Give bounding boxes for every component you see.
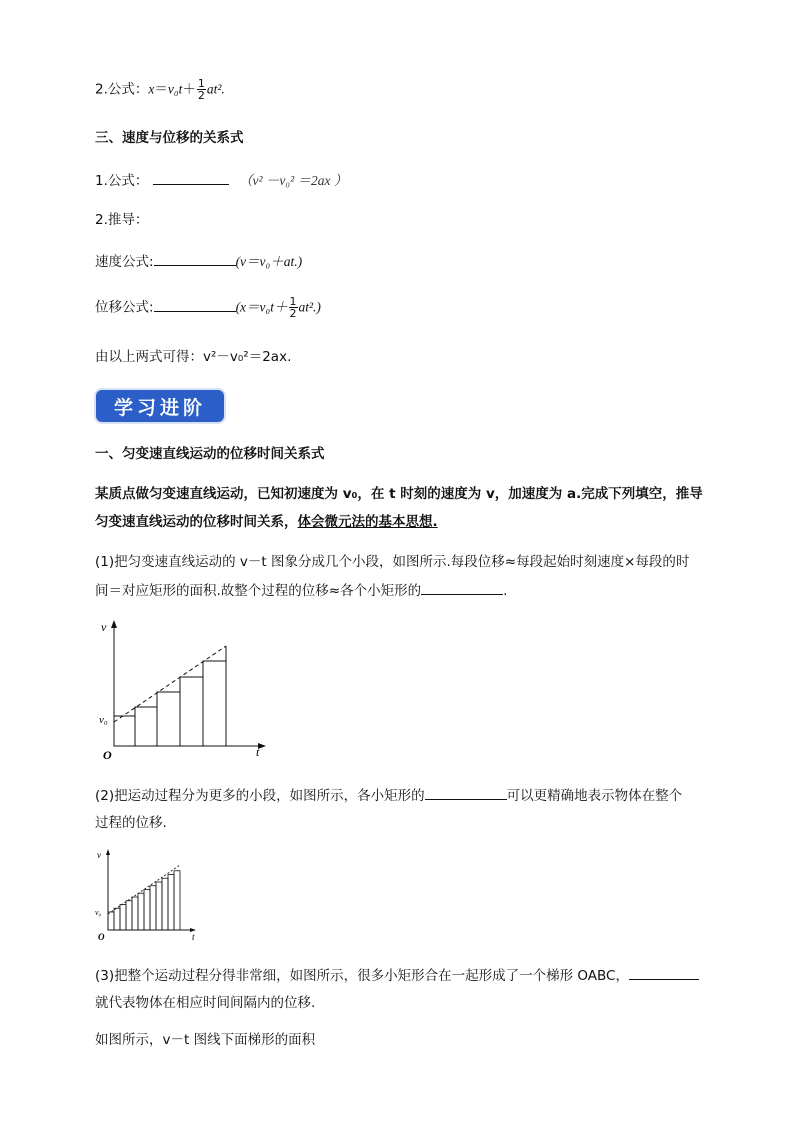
- s3-formula-line: [95, 170, 347, 191]
- graph2-t-label: t: [192, 932, 195, 942]
- graph2-v0-label: v₀: [95, 908, 102, 917]
- graph2-rect: [144, 890, 150, 931]
- graph2-rect: [120, 905, 126, 931]
- fraction-numerator: 1: [197, 77, 205, 90]
- q2-line-2: 过程的位移.: [95, 815, 167, 831]
- q1-line-2-text: 间＝对应矩形的面积.故整个过程的位移≈各个小矩形的: [95, 583, 422, 599]
- graph1-rect-2: [135, 707, 157, 746]
- graph1-v0-label: v₀: [99, 714, 108, 726]
- graph1-v-arrow: [111, 620, 117, 628]
- section-3-title: 三、速度与位移的关系式: [95, 130, 244, 146]
- fraction-half-2: [289, 296, 298, 319]
- graph1-t-label: t: [256, 745, 260, 759]
- s3-formula-hint: （v² －v₀² ＝2ax ）: [238, 173, 348, 188]
- intro-line-2-underlined: 体会微元法的基本思想.: [297, 514, 438, 530]
- graph2-v-label: v: [97, 850, 101, 860]
- fill-blank-1[interactable]: [153, 170, 229, 185]
- graph1-rect-4: [180, 677, 203, 746]
- formula-x: x: [148, 81, 155, 97]
- graph2-rect: [174, 871, 180, 930]
- fill-blank-displacement[interactable]: [154, 297, 236, 312]
- graph1-rect-3: [157, 692, 180, 746]
- formula-v0t: v₀t: [167, 81, 183, 97]
- q2-line-1: [95, 785, 682, 806]
- q2-line-1-post: 可以更精确地表示物体在整个: [506, 788, 683, 804]
- section-1-title: 一、匀变速直线运动的位移时间关系式: [95, 446, 325, 462]
- graph2-rect: [168, 875, 174, 931]
- s3-displacement-label: 位移公式:: [95, 299, 154, 316]
- q3-line-1: [95, 965, 699, 986]
- s3-displacement-line: [95, 296, 321, 319]
- graph2-rect: [138, 893, 144, 930]
- fill-blank-q1[interactable]: [421, 580, 503, 595]
- s3-velocity-hint: (v＝v₀＋at.): [235, 254, 303, 269]
- graph2-v-arrow: [106, 849, 110, 855]
- fill-blank-q3[interactable]: [629, 965, 699, 980]
- graph2-o-label: O: [98, 932, 105, 942]
- graph1-dashed-line: [114, 646, 226, 722]
- fill-blank-q2[interactable]: [425, 785, 507, 800]
- formula-displacement-line: [95, 78, 225, 101]
- graph2-rect: [150, 886, 156, 930]
- q1-line-2: [95, 580, 507, 601]
- graph2-rect: [162, 878, 168, 930]
- graph2-rect: [132, 897, 138, 930]
- graph1-o-label: O: [103, 748, 112, 762]
- s3-displacement-hint-post: at².): [298, 299, 321, 315]
- vt-graph-coarse: [96, 618, 276, 763]
- q3-line-1-text: (3)把整个运动过程分得非常细，如图所示，很多小矩形合在一起形成了一个梯形 OABC，: [95, 968, 629, 984]
- graph1-v-label: v: [101, 620, 107, 634]
- graph1-rect-5: [203, 661, 226, 746]
- last-line: 如图所示，v－t 图线下面梯形的面积: [95, 1032, 316, 1048]
- q1-line-1: (1)把匀变速直线运动的 v－t 图象分成几个小段，如图所示.每段位移≈每段起始时刻速度×每段的时: [95, 554, 690, 570]
- s3-displacement-hint-pre: (x＝v₀t＋: [235, 299, 288, 315]
- fraction-half: [197, 78, 206, 101]
- formula-label: 2.公式：: [95, 81, 149, 98]
- graph2-rect: [156, 882, 162, 930]
- section-banner: 学习进阶: [96, 390, 224, 422]
- graph2-rect: [126, 901, 132, 930]
- q3-line-2: 就代表物体在相应时间间隔内的位移.: [95, 995, 316, 1011]
- s3-velocity-line: [95, 251, 302, 272]
- q2-line-1-pre: (2)把运动过程分为更多的小段，如图所示，各小矩形的: [95, 788, 425, 804]
- fill-blank-velocity[interactable]: [154, 251, 236, 266]
- graph2-bars: [108, 865, 180, 930]
- s3-derive-label: 2.推导：: [95, 212, 149, 228]
- s3-formula-label: 1.公式：: [95, 173, 149, 189]
- graph2-rect: [108, 912, 114, 930]
- vt-graph-fine: [94, 848, 204, 943]
- intro-line-2-pre: 匀变速直线运动的位移时间关系，: [95, 514, 298, 530]
- fraction-denominator: 2: [197, 89, 205, 102]
- formula-plus: ＋: [182, 81, 196, 98]
- intro-line-1: 某质点做匀变速直线运动，已知初速度为 v₀，在 t 时刻的速度为 v，加速度为 a.完成下列填空，推导: [95, 486, 703, 502]
- intro-line-2: [95, 512, 438, 532]
- graph1-rect-1: [114, 716, 135, 746]
- s3-result: 由以上两式可得：v²－v₀²＝2ax.: [95, 349, 292, 365]
- formula-tail: at².: [206, 81, 225, 97]
- fraction-numerator-2: 1: [289, 295, 297, 308]
- s3-velocity-label: 速度公式:: [95, 254, 154, 270]
- fraction-denominator-2: 2: [289, 307, 297, 320]
- q1-line-2-end: .: [503, 583, 508, 599]
- formula-eq: ＝: [154, 81, 168, 98]
- graph2-rect: [114, 908, 120, 930]
